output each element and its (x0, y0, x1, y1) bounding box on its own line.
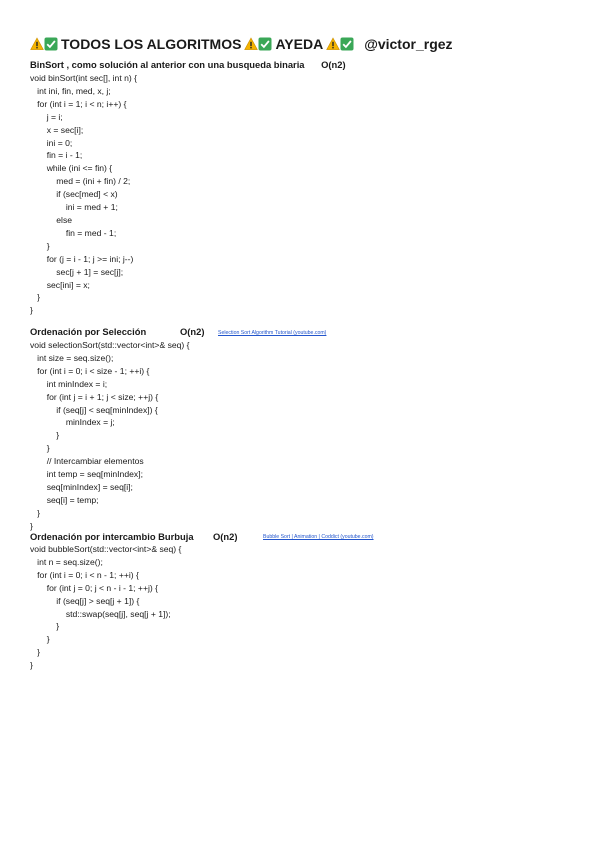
warning-icon (30, 37, 44, 51)
warning-icon (244, 37, 258, 51)
title-author: @victor_rgez (364, 36, 453, 52)
selection-complexity: O(n2) (180, 326, 205, 337)
selection-code: void selectionSort(std::vector<int>& seq) { int size = seq.size(); for (int i = 0; i < size - 1; ++i) { int minIndex = i; for (int j = i + 1; j < size; ++j) { if (seq[j] < seq[minIndex]) { minIndex = j; } } // Intercambiar elementos int temp = seq[minIndex]; seq[minIndex] = seq[i]; seq[i] = temp; } } (30, 340, 190, 531)
bubble-code: void bubbleSort(std::vector<int>& seq) { int n = seq.size(); for (int i = 0; i < n - 1; ++i) { for (int j = 0; j < n - i - 1; ++j) { if (seq[j] > seq[j + 1]) { std::swap(seq[j], seq[j + 1]); } } } } (30, 544, 182, 671)
title-text-main: TODOS LOS ALGORITMOS (61, 36, 242, 52)
warning-icon (326, 37, 340, 51)
selection-heading (30, 326, 205, 337)
binsort-title: BinSort , como solución al anterior con una busqueda binaria (30, 59, 305, 70)
title-text-course: AYEDA (275, 36, 324, 52)
page-title (30, 36, 456, 52)
binsort-code: void binSort(int sec[], int n) { int ini, fin, med, x, j; for (int i = 1; i < n; i++) { j = i; x = sec[i]; ini = 0; fin = i - 1; while (ini <= fin) { med = (ini + fin) / 2; if (sec[med] < x) ini = med + 1; else fin = med - 1; } for (j = i - 1; j >= ini; j--) sec[j + 1] = sec[j]; sec[ini] = x; } } (30, 73, 137, 316)
selection-video-link[interactable]: Selection Sort Algorithm Tutorial (youtube.com) (218, 330, 327, 336)
check-icon (44, 37, 58, 51)
binsort-complexity: O(n2) (321, 59, 346, 70)
bubble-heading (30, 531, 238, 542)
binsort-heading (30, 59, 346, 70)
check-icon (258, 37, 272, 51)
check-icon (340, 37, 354, 51)
bubble-title: Ordenación por intercambio Burbuja (30, 531, 194, 542)
bubble-complexity: O(n2) (213, 531, 238, 542)
bubble-video-link[interactable]: Bubble Sort | Animation | Coddict (youtube.com) (263, 534, 374, 540)
selection-title: Ordenación por Selección (30, 326, 147, 337)
